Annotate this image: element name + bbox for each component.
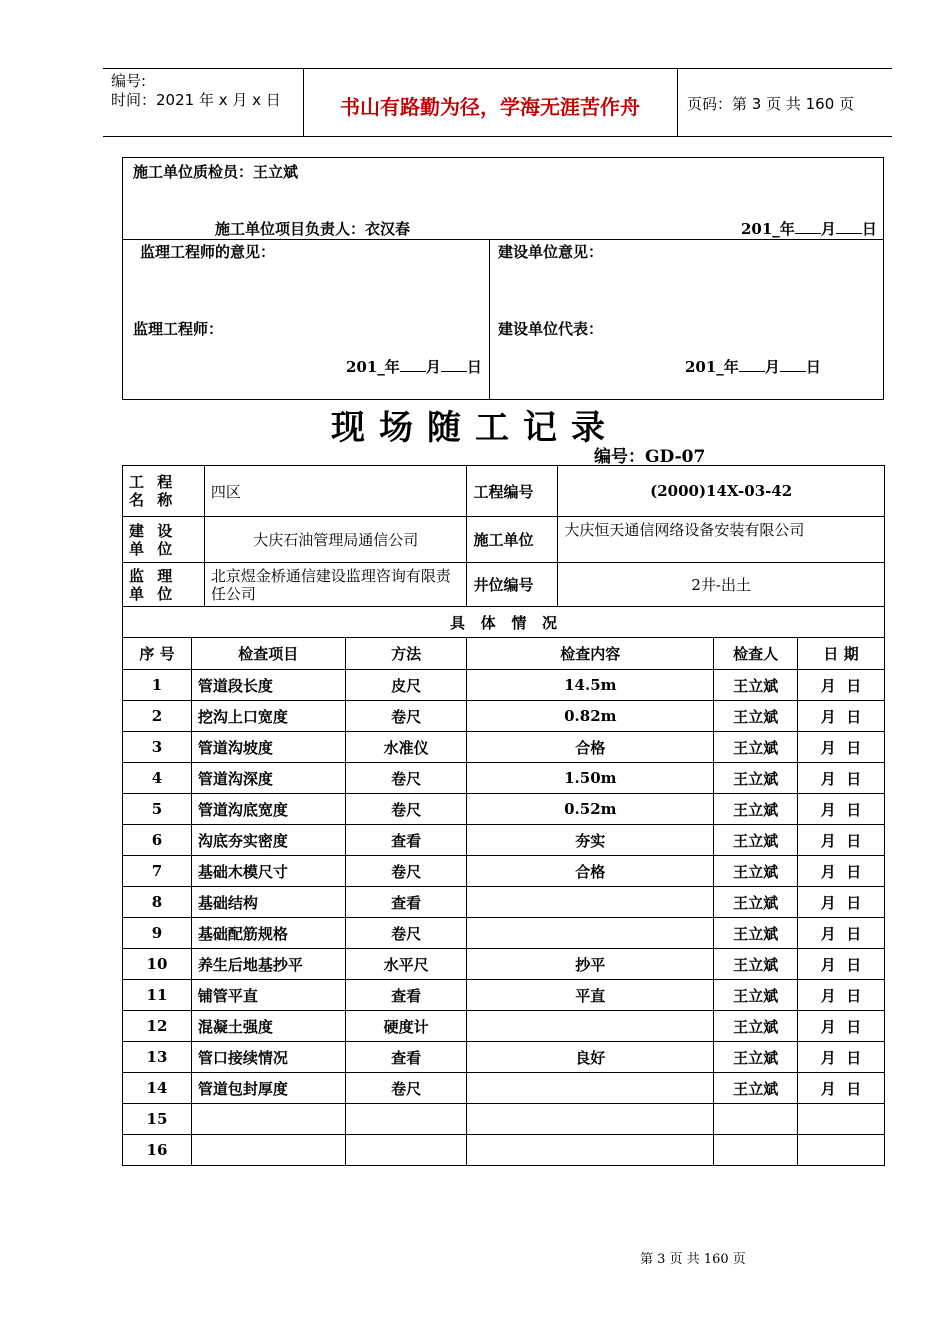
cell-inspector: 王立斌: [714, 949, 798, 980]
cell-content: 平直: [467, 980, 714, 1011]
cell-content: [467, 887, 714, 918]
cell-content: 0.82m: [467, 701, 714, 732]
cell-item: 管道沟底宽度: [191, 794, 345, 825]
cell-date: 月 日: [798, 1073, 885, 1104]
page-footer: 第 3 页 共 160 页: [640, 1252, 746, 1267]
table-row: [123, 1135, 885, 1166]
cell-inspector: 王立斌: [714, 1011, 798, 1042]
cell-inspector: 王立斌: [714, 763, 798, 794]
table-row: [123, 918, 885, 949]
builder-label: 建 设 单 位: [123, 517, 205, 563]
table-row: [123, 794, 885, 825]
cell-no: 4: [123, 763, 192, 794]
cell-method: 卷尺: [345, 918, 467, 949]
cell-date: 月 日: [798, 856, 885, 887]
supervisor-signature: 监理工程师：: [133, 320, 224, 338]
info-table: [122, 465, 885, 638]
table-row: [123, 701, 885, 732]
cell-method: 查看: [345, 980, 467, 1011]
cell-date: 月 日: [798, 825, 885, 856]
cell-content: [467, 1135, 714, 1166]
cell-content: [467, 1104, 714, 1135]
cell-item: 管道包封厚度: [191, 1073, 345, 1104]
cell-item: [191, 1104, 345, 1135]
cell-date: 月 日: [798, 732, 885, 763]
cell-no: 2: [123, 701, 192, 732]
cell-content: 合格: [467, 856, 714, 887]
cell-inspector: 王立斌: [714, 887, 798, 918]
cell-no: 1: [123, 670, 192, 701]
column-header: 检查项目: [191, 638, 345, 670]
table-row: [123, 980, 885, 1011]
table-row: [123, 1104, 885, 1135]
cell-content: 0.52m: [467, 794, 714, 825]
page-indicator: 页码：第 3 页 共 160 页: [687, 95, 855, 113]
cell-content: [467, 918, 714, 949]
cell-date: [798, 1135, 885, 1166]
cell-method: 卷尺: [345, 1073, 467, 1104]
cell-inspector: 王立斌: [714, 825, 798, 856]
cell-item: [191, 1135, 345, 1166]
cell-inspector: [714, 1135, 798, 1166]
project-no: (2000)14X-03-42: [558, 466, 885, 517]
cell-inspector: 王立斌: [714, 918, 798, 949]
table-row: [123, 887, 885, 918]
table-row: [123, 732, 885, 763]
cell-content: 14.5m: [467, 670, 714, 701]
table-header-row: [123, 638, 885, 670]
cell-content: [467, 1011, 714, 1042]
cell-item: 混凝土强度: [191, 1011, 345, 1042]
cell-method: 卷尺: [345, 794, 467, 825]
cell-method: 硬度计: [345, 1011, 467, 1042]
table-row: [123, 1011, 885, 1042]
cell-method: [345, 1135, 467, 1166]
column-header: 序 号: [123, 638, 192, 670]
page-header: [103, 68, 892, 137]
project-name: 四区: [204, 466, 467, 517]
cell-inspector: [714, 1104, 798, 1135]
cell-date: 月 日: [798, 794, 885, 825]
cell-method: 卷尺: [345, 701, 467, 732]
cell-date: 月 日: [798, 763, 885, 794]
cell-inspector: 王立斌: [714, 794, 798, 825]
contractor-label: 施工单位: [467, 517, 558, 563]
cell-item: 铺管平直: [191, 980, 345, 1011]
cell-date: 月 日: [798, 949, 885, 980]
table-row: [123, 856, 885, 887]
well-no-label: 井位编号: [467, 563, 558, 607]
table-row: [123, 763, 885, 794]
signature-box: [122, 157, 884, 400]
cell-inspector: 王立斌: [714, 1073, 798, 1104]
cell-method: 查看: [345, 1042, 467, 1073]
cell-date: 月 日: [798, 1011, 885, 1042]
supervisor-opinion-label: 监理工程师的意见：: [140, 243, 276, 261]
table-row: [123, 1042, 885, 1073]
cell-inspector: 王立斌: [714, 701, 798, 732]
date-line: [741, 218, 877, 239]
document-title: 现场随工记录: [331, 408, 619, 448]
divider: [489, 239, 490, 399]
supervisor-unit: 北京煜金桥通信建设监理咨询有限责任公司: [204, 563, 467, 607]
date-line: 201_年 月 日: [685, 358, 821, 376]
cell-method: 查看: [345, 825, 467, 856]
cell-no: 16: [123, 1135, 192, 1166]
column-header: 检查内容: [467, 638, 714, 670]
project-name-label: 工 程 名 称: [123, 466, 205, 517]
header-divider: [677, 69, 678, 136]
cell-date: 月 日: [798, 887, 885, 918]
cell-no: 12: [123, 1011, 192, 1042]
cell-date: [798, 1104, 885, 1135]
column-header: 方法: [345, 638, 467, 670]
cell-item: 基础结构: [191, 887, 345, 918]
cell-item: 基础配筋规格: [191, 918, 345, 949]
cell-item: 基础木模尺寸: [191, 856, 345, 887]
serial-label: 编号:: [111, 72, 147, 90]
contractor-name: 大庆恒天通信网络设备安装有限公司: [558, 517, 885, 563]
cell-item: 管道段长度: [191, 670, 345, 701]
cell-content: 抄平: [467, 949, 714, 980]
builder-opinion-label: 建设单位意见：: [498, 243, 604, 261]
cell-date: 月 日: [798, 918, 885, 949]
cell-inspector: 王立斌: [714, 856, 798, 887]
cell-method: 卷尺: [345, 763, 467, 794]
cell-method: 皮尺: [345, 670, 467, 701]
cell-method: 查看: [345, 887, 467, 918]
inspector-signature: 施工单位质检员：王立斌: [133, 163, 299, 181]
cell-date: 月 日: [798, 670, 885, 701]
table-row: [123, 670, 885, 701]
inspection-rows: [123, 670, 885, 1166]
cell-item: 管口接续情况: [191, 1042, 345, 1073]
cell-item: 管道沟深度: [191, 763, 345, 794]
record-code: 编号：GD-07: [594, 447, 706, 467]
cell-content: 合格: [467, 732, 714, 763]
cell-inspector: 王立斌: [714, 1042, 798, 1073]
project-lead-signature: 施工单位项目负责人：衣汉春: [215, 220, 411, 238]
well-no: 2井-出土: [558, 563, 885, 607]
column-header: 检查人: [714, 638, 798, 670]
cell-no: 5: [123, 794, 192, 825]
date-month: 月: [820, 220, 836, 238]
date-day: 日: [861, 220, 877, 238]
cell-item: 沟底夯实密度: [191, 825, 345, 856]
cell-method: [345, 1104, 467, 1135]
date-line: 201_年 月 日: [346, 358, 482, 376]
cell-no: 7: [123, 856, 192, 887]
cell-no: 6: [123, 825, 192, 856]
table-row: [123, 825, 885, 856]
cell-date: 月 日: [798, 1042, 885, 1073]
date-year: 201_年: [741, 220, 795, 238]
cell-inspector: 王立斌: [714, 980, 798, 1011]
builder-rep-signature: 建设单位代表：: [498, 320, 604, 338]
cell-item: 管道沟坡度: [191, 732, 345, 763]
cell-no: 9: [123, 918, 192, 949]
cell-no: 15: [123, 1104, 192, 1135]
project-no-label: 工程编号: [467, 466, 558, 517]
cell-inspector: 王立斌: [714, 732, 798, 763]
cell-date: 月 日: [798, 980, 885, 1011]
supervisor-unit-label: 监 理 单 位: [123, 563, 205, 607]
header-motto: 书山有路勤为径，学海无涯苦作舟: [340, 95, 640, 119]
time-label: 时间：2021 年 x 月 x 日: [111, 91, 281, 109]
divider: [123, 239, 883, 240]
cell-no: 3: [123, 732, 192, 763]
cell-no: 10: [123, 949, 192, 980]
cell-method: 水平尺: [345, 949, 467, 980]
cell-item: 挖沟上口宽度: [191, 701, 345, 732]
cell-no: 8: [123, 887, 192, 918]
cell-date: 月 日: [798, 701, 885, 732]
builder-name: 大庆石油管理局通信公司: [204, 517, 467, 563]
cell-inspector: 王立斌: [714, 670, 798, 701]
cell-item: 养生后地基抄平: [191, 949, 345, 980]
inspection-table: [122, 637, 885, 1166]
cell-content: 夯实: [467, 825, 714, 856]
table-row: [123, 1073, 885, 1104]
details-heading: 具 体 情 况: [123, 607, 885, 638]
cell-content: 1.50m: [467, 763, 714, 794]
table-row: [123, 949, 885, 980]
cell-no: 14: [123, 1073, 192, 1104]
cell-no: 11: [123, 980, 192, 1011]
cell-method: 卷尺: [345, 856, 467, 887]
cell-method: 水准仪: [345, 732, 467, 763]
cell-content: [467, 1073, 714, 1104]
cell-no: 13: [123, 1042, 192, 1073]
cell-content: 良好: [467, 1042, 714, 1073]
column-header: 日 期: [798, 638, 885, 670]
